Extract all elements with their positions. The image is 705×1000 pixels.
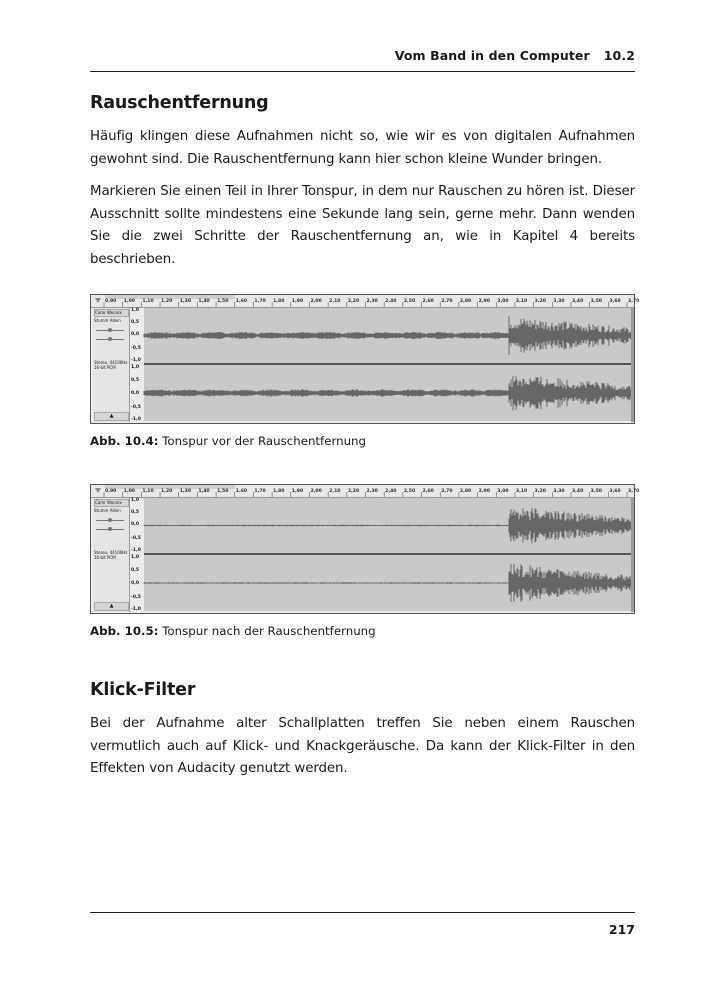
ruler-svg	[91, 485, 640, 497]
ruler-tick-label: 1,20	[161, 489, 173, 494]
ruler-tick-label: 1,80	[273, 299, 285, 304]
ruler-tick-label: 1,00	[123, 489, 136, 494]
ruler-tick-label: 1,90	[291, 489, 304, 494]
scale-label: 1,0	[131, 498, 139, 503]
ruler-tick-label: 2,00	[310, 489, 322, 494]
track-info-line: Stereo, 44100Hz	[94, 550, 128, 555]
track-name: Camr Wecorx	[94, 499, 129, 507]
ruler-tick-label: 1,10	[142, 299, 154, 304]
scale-label: -0,5	[131, 595, 141, 600]
ruler-tick-label: 2,70	[441, 299, 453, 304]
pan-knob	[108, 337, 112, 341]
ruler-tick-label: 2,10	[329, 489, 341, 494]
figure-caption	[90, 624, 376, 638]
ruler-tick-label: 1,00	[123, 299, 136, 304]
audacity-screenshot-before	[90, 294, 640, 424]
ruler-tick-label: 3,30	[553, 489, 565, 494]
scale-label: 0,0	[131, 522, 139, 527]
ruler-tick-label: 2,30	[366, 489, 378, 494]
scale-label: 0,0	[131, 332, 139, 337]
ruler-tick-label: 3,70	[628, 299, 640, 304]
figure-caption-text: Tonspur nach der Rauschentfernung	[162, 624, 376, 638]
ruler-tick-label: 3,50	[590, 489, 602, 494]
running-header-title: Vom Band in den Computer	[394, 48, 590, 63]
ruler-tick-label: 1,30	[179, 299, 192, 304]
scale-label: 0,5	[131, 568, 139, 573]
figure-caption-text: Tonspur vor der Rauschentfernung	[162, 434, 367, 448]
ruler-tick-label: 1,60	[235, 489, 248, 494]
track-end-marker	[631, 308, 634, 422]
running-header-chapter: 10.2	[603, 48, 635, 63]
ruler-tick-label: 3,70	[628, 489, 640, 494]
ruler-tick-label: 1,50	[217, 489, 229, 494]
ruler-tick-label: 2,50	[403, 489, 416, 494]
figure-label: Abb. 10.4:	[90, 434, 159, 448]
track-name: Camr Wecorx	[94, 309, 129, 317]
vertical-scale	[130, 308, 144, 422]
ruler-menu-icon	[95, 488, 101, 493]
track-buttons: Stumm Allein	[94, 508, 121, 513]
ruler-tick-label: 2,90	[478, 489, 490, 494]
channel-separator	[144, 363, 634, 365]
ruler-menu-icon	[95, 298, 101, 303]
ruler-tick-label: 3,10	[515, 299, 528, 304]
scale-label: -0,5	[131, 536, 141, 541]
ruler-tick-label: 1,20	[161, 299, 173, 304]
ruler-tick-label: 1,40	[198, 299, 210, 304]
ruler-tick-label: 2,90	[478, 299, 490, 304]
ruler-tick-label: 0,90	[105, 299, 117, 304]
track-end-marker	[631, 498, 634, 612]
ruler-tick-label: 3,00	[497, 489, 509, 494]
ruler-tick-label: 2,60	[422, 489, 434, 494]
paragraph-intro: Häufig klingen diese Aufnahmen nicht so, wie wir es von digitalen Aufnahmen gewohnt sind. Die Rauschentfernung kann hier schon kleine Wunder bringen.	[90, 129, 635, 167]
header-rule	[90, 71, 635, 72]
ruler-tick-label: 2,40	[385, 489, 397, 494]
track-info-line: Stereo, 44100Hz	[94, 360, 128, 365]
ruler-tick-label: 1,50	[217, 299, 229, 304]
figure-caption	[90, 434, 366, 448]
waveform	[144, 498, 634, 612]
scale-label: -0,5	[131, 346, 141, 351]
timeline-ruler	[91, 485, 640, 498]
ruler-tick-label: 1,80	[273, 489, 285, 494]
vertical-scale	[130, 498, 144, 612]
ruler-tick-label: 2,80	[459, 299, 472, 304]
collapse-arrow-icon: ▲	[94, 602, 129, 611]
page-number: 217	[608, 922, 635, 937]
ruler-tick-label: 2,20	[347, 299, 360, 304]
running-header	[90, 48, 635, 68]
ruler-tick-label: 3,20	[534, 489, 546, 494]
figure-label: Abb. 10.5:	[90, 624, 159, 638]
scale-label: 0,0	[131, 391, 139, 396]
track-info	[94, 360, 127, 370]
ruler-tick-label: 2,80	[459, 489, 472, 494]
scale-label: -1,0	[131, 607, 141, 612]
ruler-tick-label: 1,90	[291, 299, 304, 304]
pan-knob	[108, 527, 112, 531]
audacity-screenshot-after	[90, 484, 640, 614]
track-info	[94, 550, 127, 560]
scale-label: -0,5	[131, 405, 141, 410]
ruler-tick-label: 2,50	[403, 299, 416, 304]
scale-label: 0,5	[131, 378, 139, 383]
ruler-tick-label: 3,40	[571, 489, 584, 494]
ruler-tick-label: 1,70	[254, 299, 266, 304]
ruler-svg	[91, 295, 640, 307]
ruler-tick-label: 2,20	[347, 489, 360, 494]
ruler-tick-label: 2,30	[366, 299, 378, 304]
ruler-tick-label: 2,40	[385, 299, 397, 304]
channel-separator	[144, 553, 634, 555]
track-info-line: 16-bit PCM	[94, 555, 116, 560]
ruler-tick-label: 2,10	[329, 299, 341, 304]
ruler-tick-label: 1,70	[254, 489, 266, 494]
paragraph-instructions: Markieren Sie einen Teil in Ihrer Tonspur, in dem nur Rauschen zu hören ist. Dieser Ausschnitt sollte mindestens eine Sekunde lang sein, gerne mehr. Dann wenden Sie die zwei Schritte der Rauschentfernung an, wie in Kapitel 4 bereits beschrieben.	[90, 184, 635, 267]
ruler-tick-label: 2,70	[441, 489, 453, 494]
track-info-line: 16-bit PCM	[94, 365, 116, 370]
ruler-tick-label: 1,60	[235, 299, 248, 304]
scale-label: 1,0	[131, 365, 139, 370]
ruler-tick-label: 2,00	[310, 299, 322, 304]
scale-label: 1,0	[131, 555, 139, 560]
footer-rule	[90, 912, 635, 913]
waveform	[144, 308, 634, 422]
gain-knob	[108, 328, 112, 332]
ruler-tick-label: 3,40	[571, 299, 584, 304]
ruler-tick-label: 3,30	[553, 299, 565, 304]
timeline-ruler	[91, 295, 640, 308]
section-heading-rauschentfernung: Rauschentfernung	[90, 93, 269, 113]
scale-label: 0,5	[131, 320, 139, 325]
track-control-panel	[93, 308, 130, 422]
gain-knob	[108, 518, 112, 522]
ruler-tick-label: 1,30	[179, 489, 192, 494]
scale-label: -1,0	[131, 358, 141, 363]
ruler-tick-label: 3,00	[497, 299, 509, 304]
ruler-tick-label: 1,10	[142, 489, 154, 494]
ruler-tick-label: 0,90	[105, 489, 117, 494]
ruler-tick-label: 3,20	[534, 299, 546, 304]
collapse-arrow-icon: ▲	[94, 412, 129, 421]
ruler-tick-label: 3,60	[609, 489, 621, 494]
scale-label: 1,0	[131, 308, 139, 313]
scale-label: 0,0	[131, 581, 139, 586]
ruler-tick-label: 3,50	[590, 299, 602, 304]
track-buttons: Stumm Allein	[94, 318, 121, 323]
track-control-panel	[93, 498, 130, 612]
scale-label: -1,0	[131, 417, 141, 422]
ruler-tick-label: 3,60	[609, 299, 621, 304]
scale-label: 0,5	[131, 510, 139, 515]
ruler-tick-label: 2,60	[422, 299, 434, 304]
ruler-tick-label: 1,40	[198, 489, 210, 494]
paragraph-klick-filter: Bei der Aufnahme alter Schallplatten treffen Sie neben einem Rauschen vermutlich auch auf Klick- und Knackgeräusche. Da kann der Klick-Filter in den Effekten von Audacity genutzt werden.	[90, 716, 635, 776]
scale-label: -1,0	[131, 548, 141, 553]
section-heading-klick-filter: Klick-Filter	[90, 680, 196, 700]
ruler-tick-label: 3,10	[515, 489, 528, 494]
